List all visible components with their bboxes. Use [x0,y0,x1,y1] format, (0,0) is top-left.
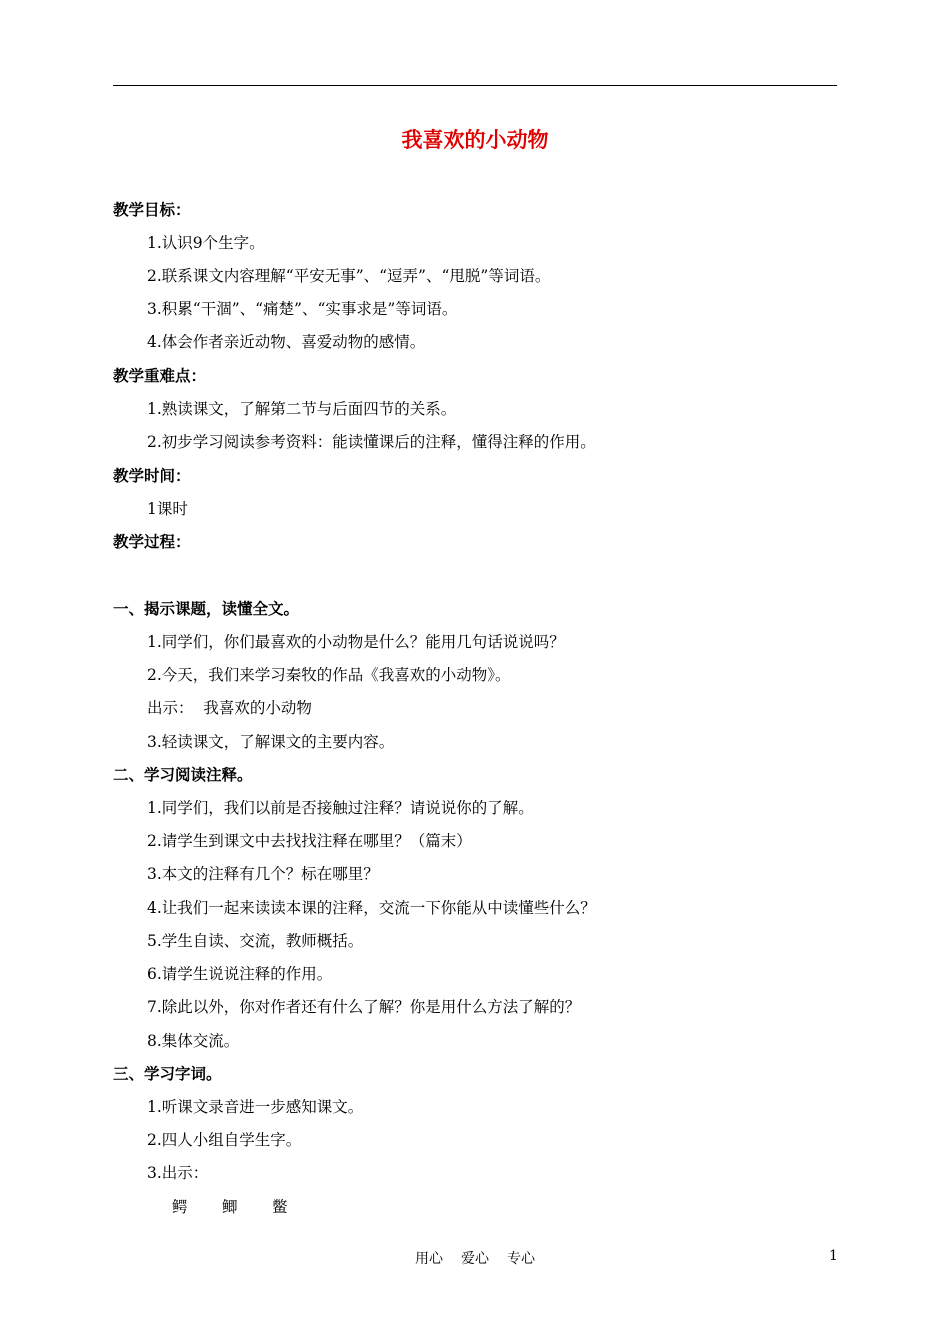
section-heading: 二、学习阅读注释。 [113,765,253,784]
document-title: 我喜欢的小动物 [401,127,549,152]
key-point-item: 2.初步学习阅读参考资料：能读懂课后的注释，懂得注释的作用。 [147,433,596,451]
section-item: 2.今天，我们来学习秦牧的作品《我喜欢的小动物》。 [147,666,511,684]
key-points-heading: 教学重难点： [113,366,207,385]
section-item: 3.出示： [147,1164,209,1182]
footer-word: 用心 [415,1251,443,1267]
key-point-item: 1.熟读课文，了解第二节与后面四节的关系。 [147,400,457,418]
goals-heading: 教学目标： [113,200,191,219]
footer-word: 爱心 [461,1251,489,1267]
section-item: 5.学生自读、交流，教师概括。 [147,932,364,950]
goal-item: 3.积累“干涸”、“痛楚”、“实事求是”等词语。 [147,300,458,318]
section-item: 出示： 我喜欢的小动物 [147,699,312,717]
section-item: 6.请学生说说注释的作用。 [147,965,333,983]
process-heading: 教学过程： [113,532,191,551]
header-rule [113,85,837,86]
section-item: 8.集体交流。 [147,1032,240,1050]
time-value: 1课时 [147,500,188,518]
goal-item: 4.体会作者亲近动物、喜爱动物的感情。 [147,333,426,351]
section-item: 1.同学们，我们以前是否接触过注释？请说说你的了解。 [147,799,534,817]
character: 鳄 [172,1198,188,1216]
section-item: 4.让我们一起来读读本课的注释，交流一下你能从中读懂些什么？ [147,899,596,917]
character: 鳖 [272,1198,288,1216]
page-number: 1 [829,1248,838,1264]
section-item: 2.四人小组自学生字。 [147,1131,302,1149]
section-item: 3.本文的注释有几个？标在哪里？ [147,865,379,883]
footer-word: 专心 [507,1251,535,1267]
section-item: 1.听课文录音进一步感知课文。 [147,1098,364,1116]
section-item: 2.请学生到课文中去找找注释在哪里？（篇末） [147,832,472,850]
page-footer [0,1248,950,1268]
section-item: 1.同学们，你们最喜欢的小动物是什么？能用几句话说说吗？ [147,633,565,651]
section-item: 7.除此以外，你对作者还有什么了解？你是用什么方法了解的？ [147,998,581,1016]
character: 鲫 [222,1198,238,1216]
character-list [172,1196,322,1218]
section-item: 3.轻读课文，了解课文的主要内容。 [147,733,395,751]
section-heading: 三、学习字词。 [113,1064,222,1083]
section-heading: 一、揭示课题，读懂全文。 [113,599,300,618]
time-heading: 教学时间： [113,466,191,485]
goal-item: 2.联系课文内容理解“平安无事”、“逗弄”、“甩脱”等词语。 [147,267,551,285]
goal-item: 1.认识9个生字。 [147,234,265,252]
